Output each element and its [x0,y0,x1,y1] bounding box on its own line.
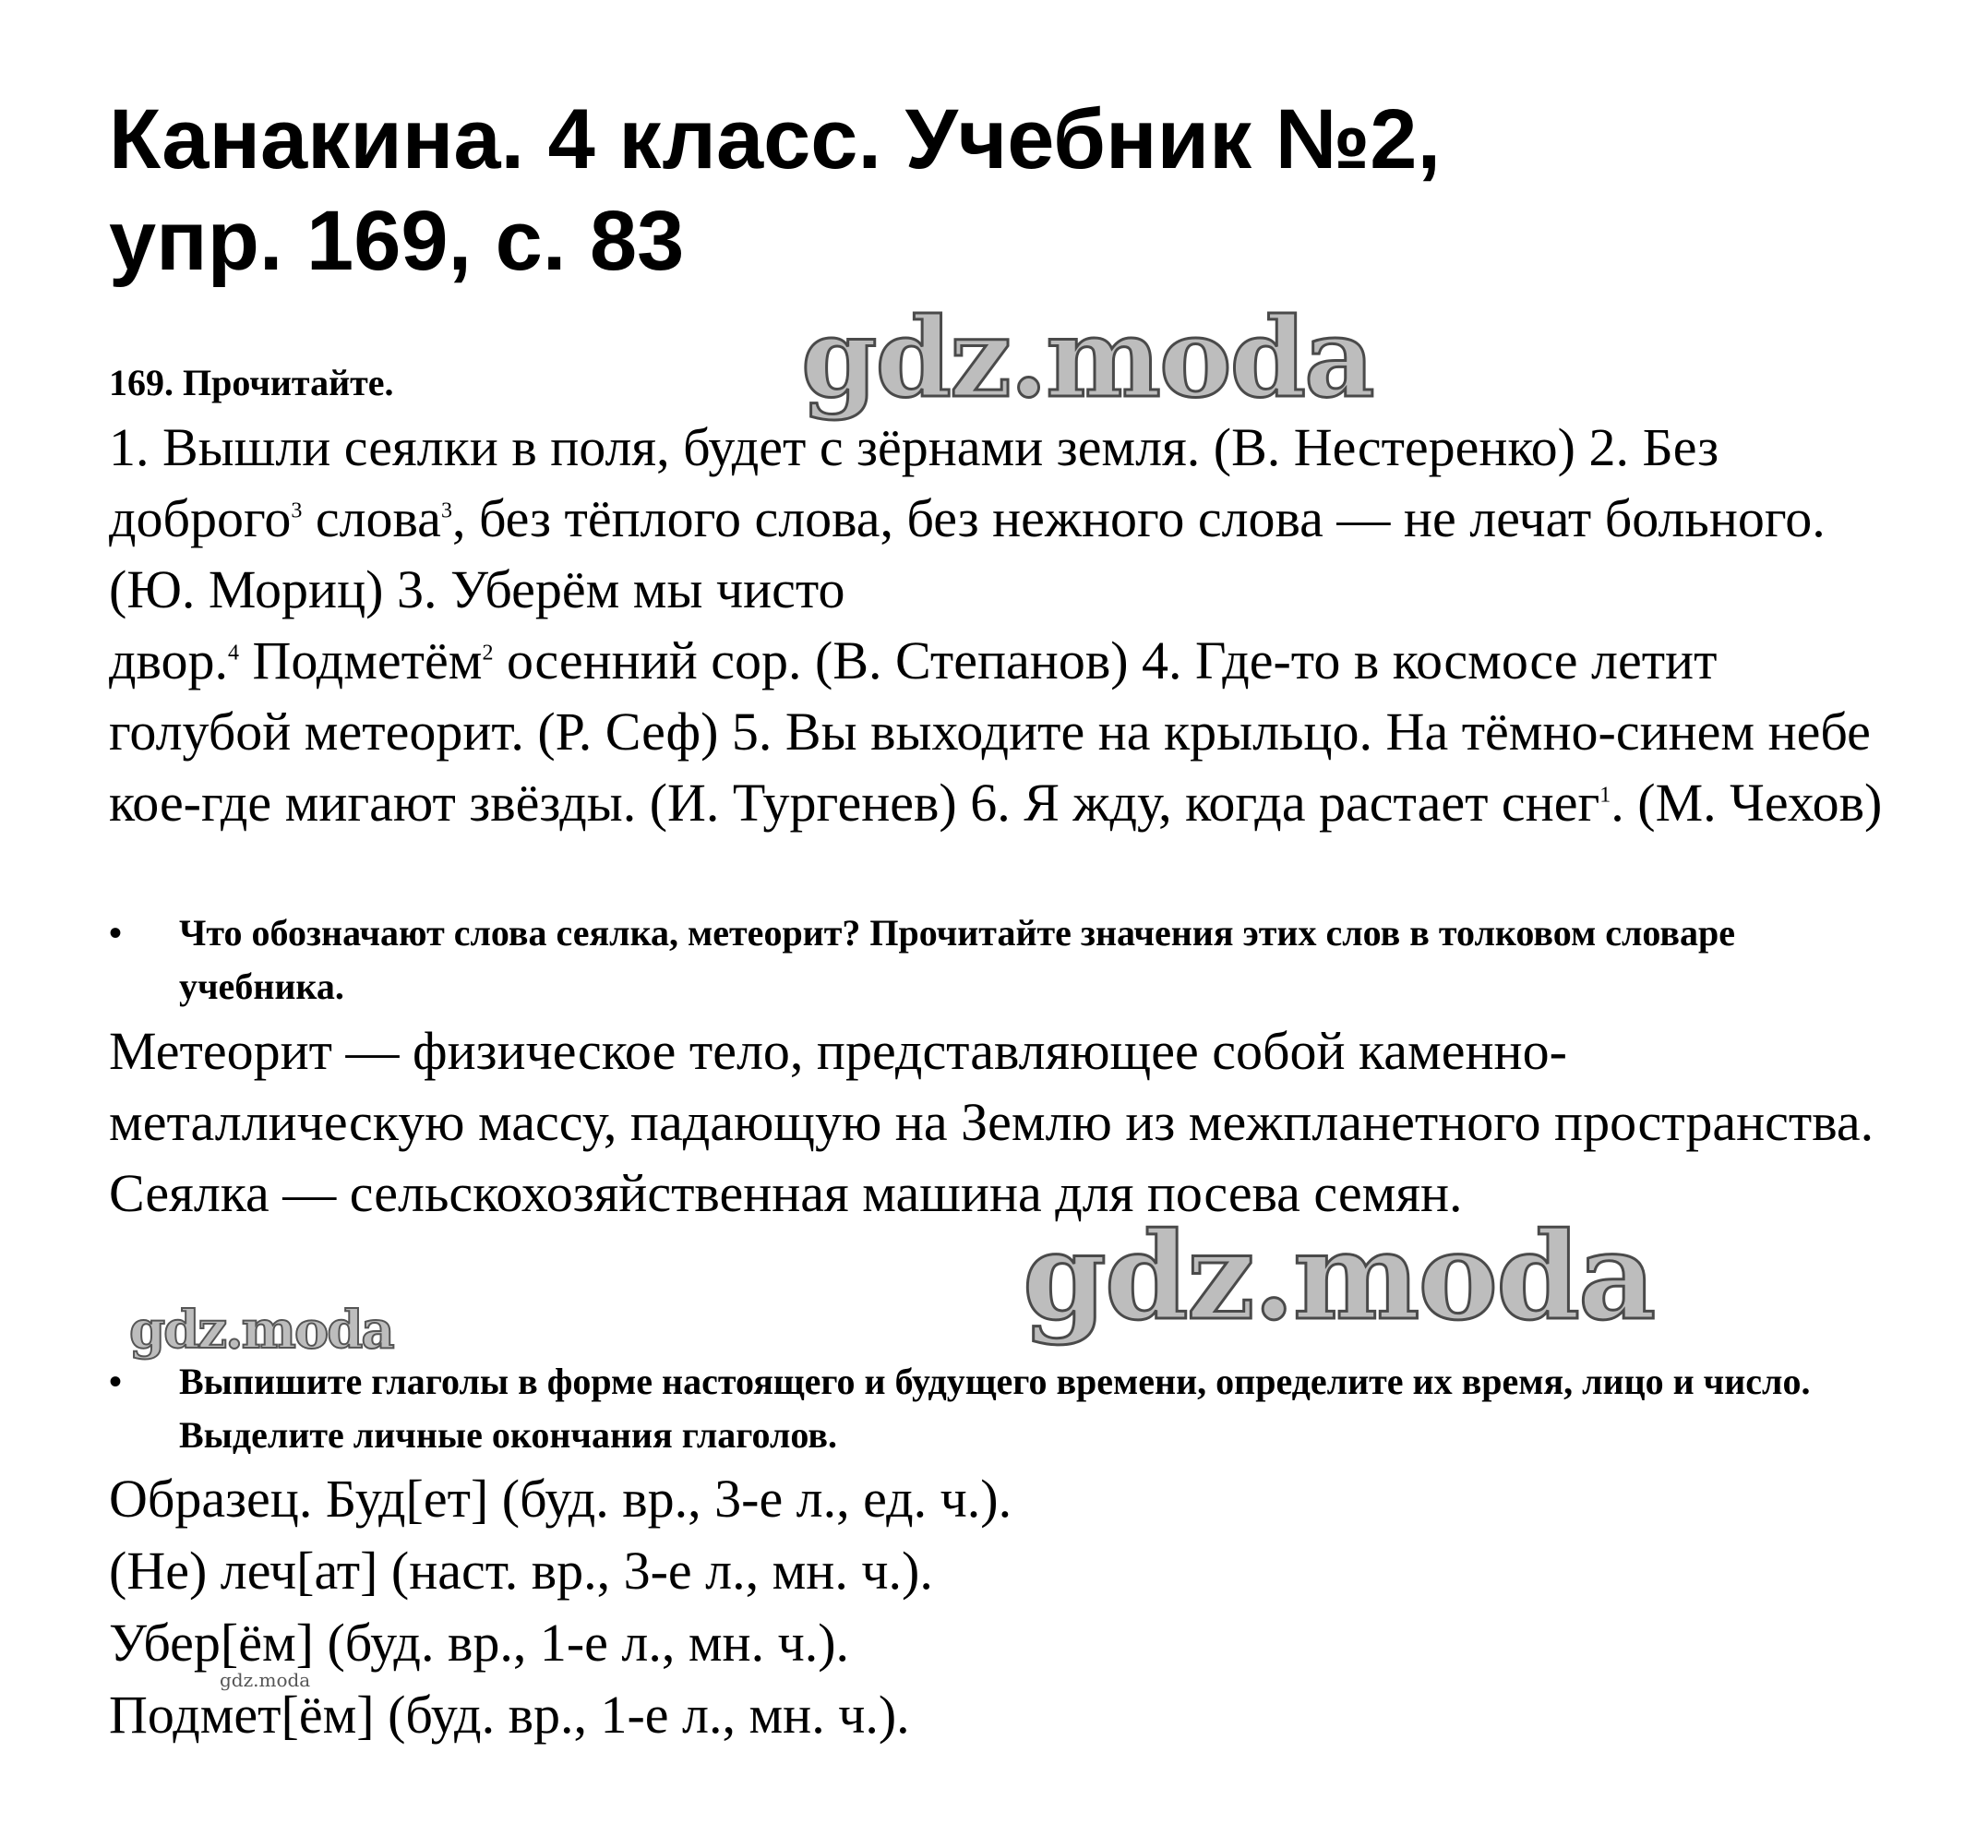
answer-2-line: Подмет[ём] (буд. вр., 1-е л., мн. ч.). [109,1685,910,1745]
answer-1: Метеорит — физическое тело, представляющее собой каменно-металлическую массу, падающую на Землю из межпланетного пространства. Сеялка — сельскохозяйственная машина для посева семян. [109,1021,1874,1223]
footnote-mark: 3 [440,498,452,523]
watermark-left: gdz.moda [129,1300,393,1361]
poem-part-7: . (М. Чехов) [1611,773,1883,833]
poem-part-6: осенний сор. (В. Степанов) 4. Где-то в космосе летит голубой метеорит. (Р. Сеф) 5. Вы выходите на крыльцо. На тёмно-синем небе кое-где мигают звёзды. (И. Тургенев) 6. Я жду, когда растает снег [109,630,1871,833]
page-title [109,89,1936,292]
page-title-line-1: Канакина. 4 класс. Учебник №2, [109,92,1442,186]
poem-part-4: двор. [109,630,228,690]
answer-2-line: Убер[ём] (буд. вр., 1-е л., мн. ч.). [109,1613,850,1673]
poem-part-2: слова [302,488,441,548]
footnote-mark: 3 [291,498,303,523]
poem-part-5: Подметём [239,630,483,690]
question-2-text: Выпишите глаголы в форме настоящего и будущего времени, определите их время, лицо и число. Выделите личные окончания глаголов. [179,1361,1811,1456]
watermark-tiny: gdz.moda [220,1669,311,1691]
poem-part-3: , без тёплого слова, без нежного слова — не лечат больного. (Ю. Мориц) 3. Уберём мы чисто [109,488,1826,619]
footnote-mark: 1 [1599,783,1611,808]
answer-2-line: Образец. Буд[ет] (буд. вр., 3-е л., ед. ч.). [109,1469,1012,1529]
watermark-middle: gdz.moda [1023,1206,1655,1347]
task-heading: 169. Прочитайте. [109,362,394,403]
watermark-top: gdz.moda [801,294,1373,422]
bullet-icon: • [109,1361,123,1402]
question-1 [109,906,1862,1014]
footnote-mark: 2 [482,641,494,666]
poem-part-1: 1. Вышли сеялки в поля, будет с зёрнами земля. (В. Нестеренко) 2. Без доброго [109,417,1719,548]
bullet-icon: • [109,912,123,954]
question-2 [109,1355,1862,1462]
poem-text [109,412,1899,838]
answer-2-line: (Не) леч[ат] (наст. вр., 3-е л., мн. ч.). [109,1541,933,1601]
page-title-line-2: упр. 169, с. 83 [109,194,685,288]
question-1-text: Что обозначают слова сеялка, метеорит? Прочитайте значения этих слов в толковом словаре учебника. [179,912,1736,1007]
footnote-mark: 4 [228,641,239,666]
answer-2-list [109,1463,1862,1751]
